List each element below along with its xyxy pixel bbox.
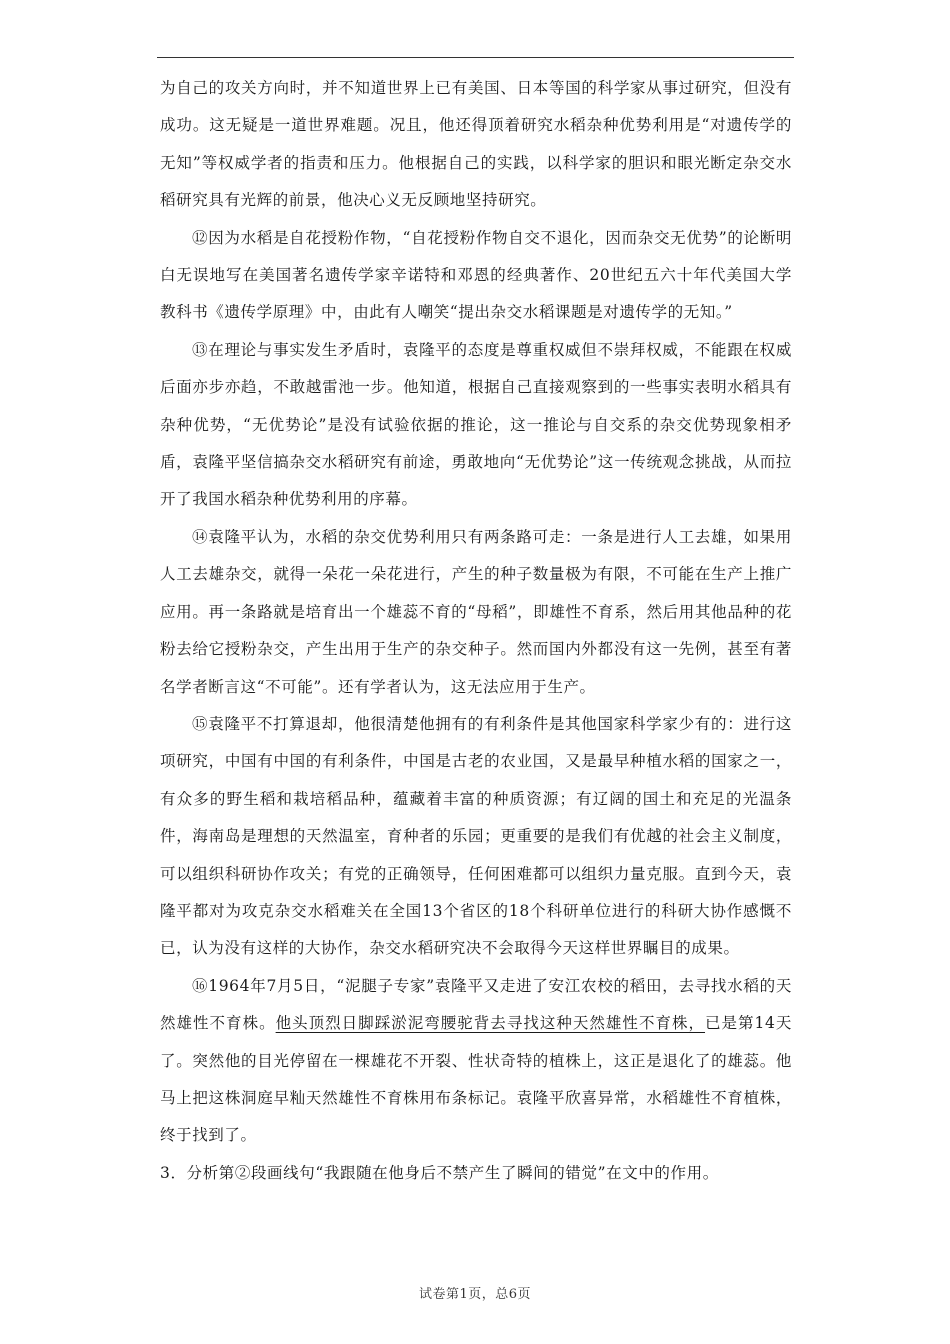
paragraph-14: ⑭袁隆平认为，水稻的杂交优势利用只有两条路可走：一条是进行人工去雄，如果用人工去雄杂交，就得一朵花一朵花进行，产生的种子数量极为有限，不可能在生产上推广应用。再一条路就是培育出一个雄蕊不育的“母稻”，即雄性不育系，然后用其他品种的花粉去给它授粉杂交，产生出用于生产的杂交种子。然而国内外都没有这一先例，甚至有著名学者断言这“不可能”。还有学者认为，这无法应用于生产。 [160,527,792,696]
paragraph-continued: 为自己的攻关方向时，并不知道世界上已有美国、日本等国的科学家从事过研究，但没有成功。这无疑是一道世界难题。况且，他还得顶着研究水稻杂种优势利用是“对遗传学的无知”等权威学者的指责和压力。他根据自己的实践，以科学家的胆识和眼光断定杂交水稻研究具有光辉的前景，他决心义无反顾地坚持研究。 [160,79,792,210]
paragraph-13: ⑬在理论与事实发生矛盾时，袁隆平的态度是尊重权威但不崇拜权威，不能跟在权威后面亦步亦趋，不敢越雷池一步。他知道，根据自己直接观察到的一些事实表明水稻具有杂种优势，“无优势论”是没有试验依据的推论，这一推论与自交系的杂交优势现象相矛盾，袁隆平坚信搞杂交水稻研究有前途，勇敢地向“无优势论”这一传统观念挑战，从而拉开了我国水稻杂种优势利用的序幕。 [160,340,792,509]
underlined-sentence: 他头顶烈日脚踩淤泥弯腰驼背去寻找这种天然雄性不育株， [275,1014,706,1033]
paragraph-12: ⑫因为水稻是自花授粉作物，“自花授粉作物自交不退化，因而杂交无优势”的论断明白无误地写在美国著名遗传学家辛诺特和邓恩的经典著作、20世纪五六十年代美国大学教科书《遗传学原理》中，由此有人嘲笑“提出杂交水稻课题是对遗传学的无知。” [160,228,792,322]
page-footer: 试卷第1页，总6页 [418,1287,532,1302]
paragraph-16-after: 已是第14天了。突然他的目光停留在一棵雄花不开裂、性状奇特的植株上，这正是退化了的雄蕊。他马上把这株洞庭早籼天然雄性不育株用布条标记。袁隆平欣喜异常，水稻雄性不育植株，终于找到了。 [160,1014,792,1145]
paragraph-16-before: ⑯1964年7月5日，“泥腿子专家”袁隆平又走进了安江农校的稻田，去寻找水稻的天然雄性不育株。 [160,976,792,1033]
header-rule [157,57,794,58]
document-body [160,70,792,1192]
paragraph-16 [160,968,792,1155]
paragraph-15: ⑮袁隆平不打算退却，他很清楚他拥有的有利条件是其他国家科学家少有的：进行这项研究，中国有中国的有利条件，中国是古老的农业国，又是最早种植水稻的国家之一，有众多的野生稻和栽培稻品种，蕴藏着丰富的种质资源；有辽阔的国土和充足的光温条件，海南岛是理想的天然温室，育种者的乐园；更重要的是我们有优越的社会主义制度，可以组织科研协作攻关；有党的正确领导，任何困难都可以组织力量克服。直到今天，袁隆平都对为攻克杂交水稻难关在全国13个省区的18个科研单位进行的科研大协作感慨不已，认为没有这样的大协作，杂交水稻研究决不会取得今天这样世界瞩目的成果。 [160,714,792,958]
question-3: 3．分析第②段画线句“我跟随在他身后不禁产生了瞬间的错觉”在文中的作用。 [160,1163,719,1182]
